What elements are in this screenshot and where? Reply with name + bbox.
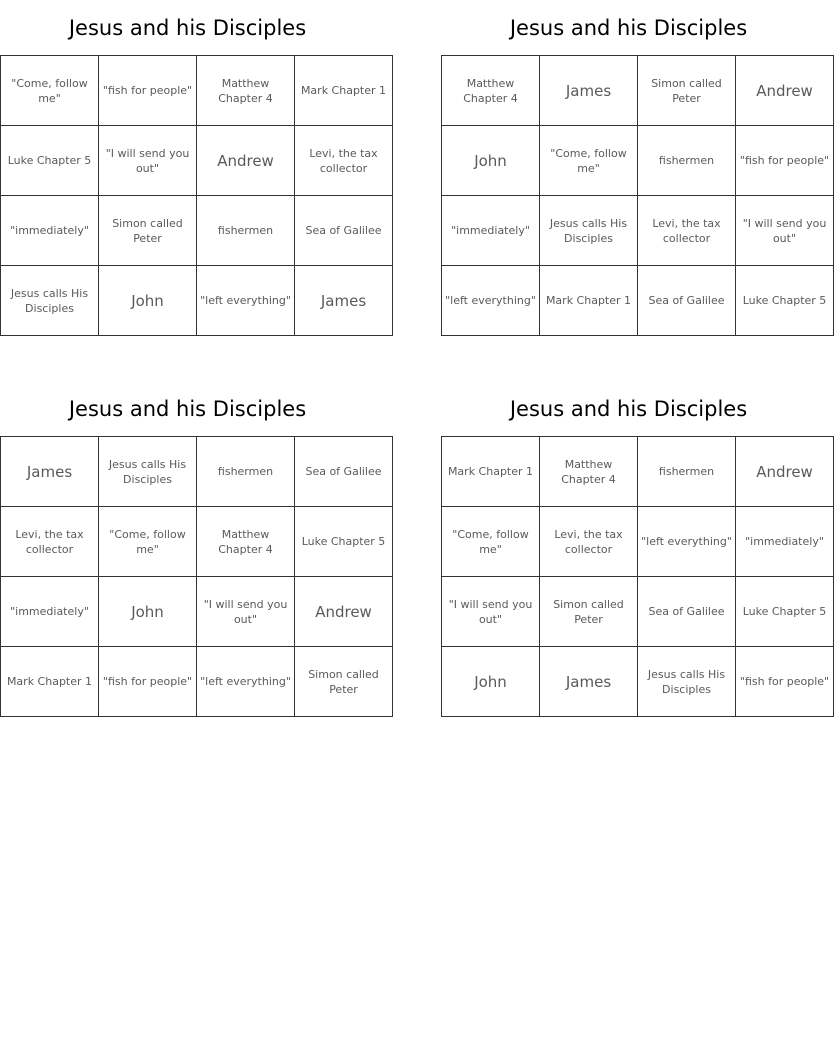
grid-cell: Simon called Peter (638, 56, 736, 126)
bingo-grid (441, 436, 834, 717)
grid-cell: "Come, follow me" (1, 56, 99, 126)
grid-cell: "immediately" (442, 196, 540, 266)
grid-cell: "immediately" (1, 577, 99, 647)
grid-cell: "immediately" (736, 507, 834, 577)
grid-cell: "I will send you out" (442, 577, 540, 647)
grid-row (442, 126, 834, 196)
grid-cell: John (99, 266, 197, 336)
grid-cell: Mark Chapter 1 (1, 647, 99, 717)
grid-row (442, 266, 834, 336)
grid-cell: "I will send you out" (197, 577, 295, 647)
grid-cell: fishermen (638, 126, 736, 196)
card-title: Jesus and his Disciples (68, 397, 307, 421)
grid-row (1, 507, 393, 577)
grid-cell: John (442, 647, 540, 717)
grid-cell: "fish for people" (736, 647, 834, 717)
grid-cell: Jesus calls His Disciples (540, 196, 638, 266)
grid-cell: Sea of Galilee (638, 577, 736, 647)
grid-cell: "Come, follow me" (442, 507, 540, 577)
grid-cell: James (295, 266, 393, 336)
grid-cell: "I will send you out" (99, 126, 197, 196)
grid-row (1, 196, 393, 266)
grid-cell: Jesus calls His Disciples (638, 647, 736, 717)
grid-row (1, 56, 393, 126)
grid-cell: Mark Chapter 1 (540, 266, 638, 336)
grid-cell: "left everything" (442, 266, 540, 336)
grid-row (442, 196, 834, 266)
grid-row (442, 577, 834, 647)
grid-cell: Levi, the tax collector (638, 196, 736, 266)
grid-cell: Sea of Galilee (295, 437, 393, 507)
grid-cell: Luke Chapter 5 (295, 507, 393, 577)
grid-row (442, 507, 834, 577)
grid-cell: "Come, follow me" (540, 126, 638, 196)
grid-cell: "left everything" (638, 507, 736, 577)
grid-row (442, 647, 834, 717)
card-title: Jesus and his Disciples (68, 16, 307, 40)
grid-cell: Mark Chapter 1 (295, 56, 393, 126)
grid-row (1, 437, 393, 507)
grid-cell: "fish for people" (99, 647, 197, 717)
grid-row (1, 126, 393, 196)
grid-cell: "left everything" (197, 266, 295, 336)
grid-row (442, 56, 834, 126)
grid-cell: Levi, the tax collector (1, 507, 99, 577)
grid-cell: Sea of Galilee (295, 196, 393, 266)
grid-cell: John (99, 577, 197, 647)
grid-cell: James (1, 437, 99, 507)
bingo-grid (0, 436, 393, 717)
grid-cell: Matthew Chapter 4 (540, 437, 638, 507)
grid-cell: Sea of Galilee (638, 266, 736, 336)
grid-cell: Simon called Peter (540, 577, 638, 647)
grid-row (1, 647, 393, 717)
grid-cell: Andrew (197, 126, 295, 196)
grid-cell: Luke Chapter 5 (736, 266, 834, 336)
grid-cell: fishermen (197, 196, 295, 266)
grid-cell: Matthew Chapter 4 (442, 56, 540, 126)
grid-cell: Jesus calls His Disciples (1, 266, 99, 336)
grid-cell: Levi, the tax collector (540, 507, 638, 577)
card-title: Jesus and his Disciples (509, 16, 748, 40)
grid-row (1, 266, 393, 336)
grid-cell: James (540, 647, 638, 717)
grid-cell: "left everything" (197, 647, 295, 717)
grid-cell: "fish for people" (99, 56, 197, 126)
grid-cell: fishermen (638, 437, 736, 507)
grid-cell: Jesus calls His Disciples (99, 437, 197, 507)
grid-cell: John (442, 126, 540, 196)
bingo-grid (441, 55, 834, 336)
grid-cell: Levi, the tax collector (295, 126, 393, 196)
grid-cell: Luke Chapter 5 (736, 577, 834, 647)
grid-cell: James (540, 56, 638, 126)
grid-row (442, 437, 834, 507)
grid-cell: "Come, follow me" (99, 507, 197, 577)
bingo-grid (0, 55, 393, 336)
grid-row (1, 577, 393, 647)
grid-cell: "fish for people" (736, 126, 834, 196)
grid-cell: Luke Chapter 5 (1, 126, 99, 196)
grid-cell: fishermen (197, 437, 295, 507)
grid-cell: "immediately" (1, 196, 99, 266)
grid-cell: Matthew Chapter 4 (197, 507, 295, 577)
grid-cell: Simon called Peter (99, 196, 197, 266)
grid-cell: Mark Chapter 1 (442, 437, 540, 507)
grid-cell: Andrew (736, 56, 834, 126)
grid-cell: Andrew (736, 437, 834, 507)
grid-cell: "I will send you out" (736, 196, 834, 266)
grid-cell: Simon called Peter (295, 647, 393, 717)
grid-cell: Matthew Chapter 4 (197, 56, 295, 126)
grid-cell: Andrew (295, 577, 393, 647)
card-title: Jesus and his Disciples (509, 397, 748, 421)
